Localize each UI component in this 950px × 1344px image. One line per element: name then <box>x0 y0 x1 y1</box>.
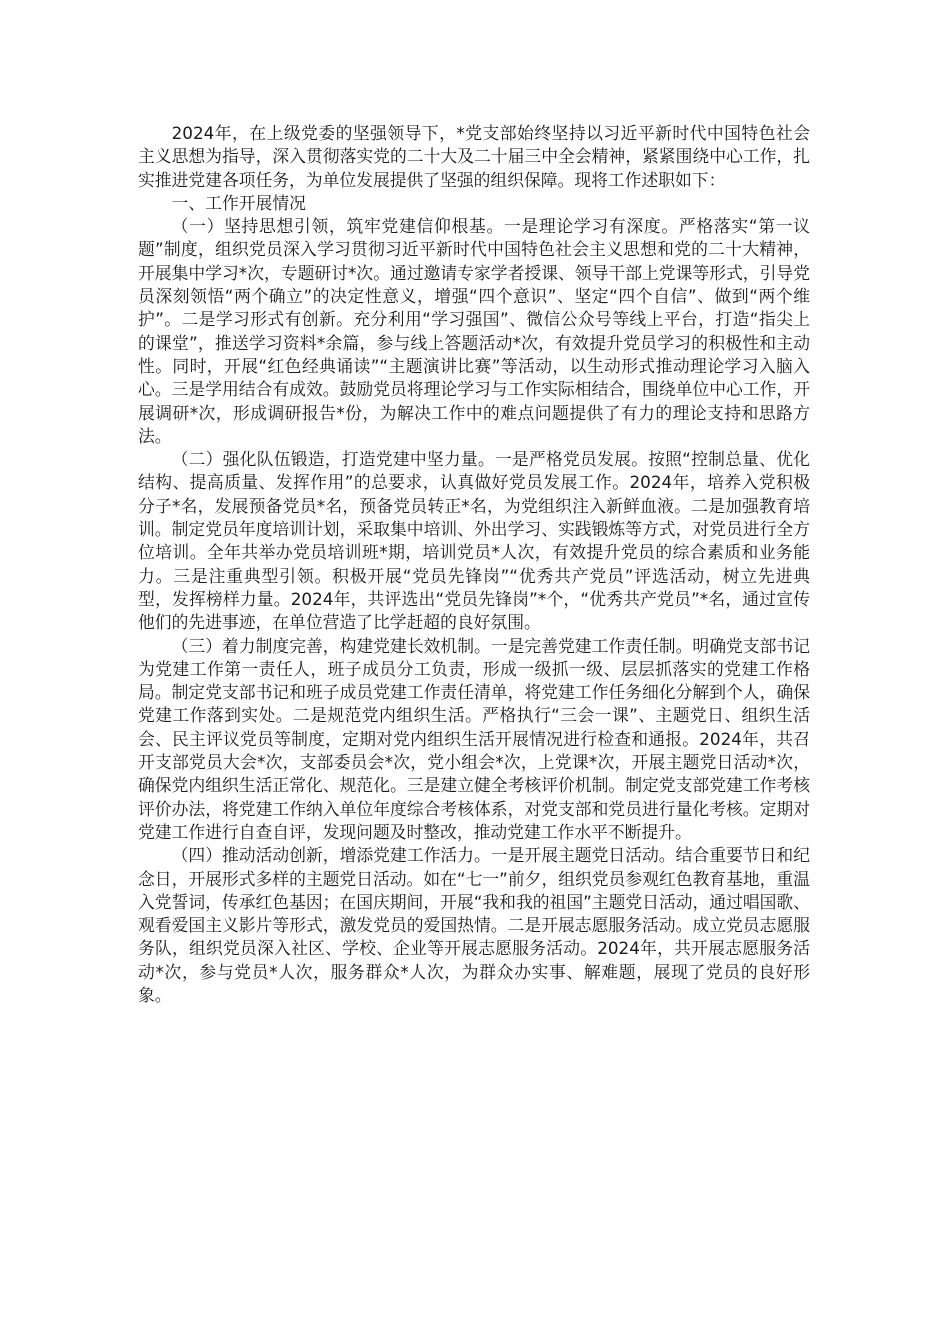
intro-paragraph: 2024年，在上级党委的坚强领导下，*党支部始终坚持以习近平新时代中国特色社会主义思想为指导，深入贯彻落实党的二十大及二十届三中全会精神，紧紧围绕中心工作，扎实推进党建各项任务，为单位发展提供了坚强的组织保障。现将工作述职如下： <box>138 123 810 190</box>
body-paragraph-2: （二）强化队伍锻造，打造党建中坚力量。一是严格党员发展。按照“控制总量、优化结构、提高质量、发挥作用”的总要求，认真做好党员发展工作。2024年，培养入党积极分子*名，发展预备党员*名，预备党员转正*名，为党组织注入新鲜血液。二是加强教育培训。制定党员年度培训计划，采取集中培训、外出学习、实践锻炼等方式，对党员进行全方位培训。全年共举办党员培训班*期，培训党员*人次，有效提升党员的综合素质和业务能力。三是注重典型引领。积极开展“党员先锋岗”“优秀共产党员”评选活动，树立先进典型，发挥榜样力量。2024年，共评选出“党员先锋岗”*个，“优秀共产党员”*名，通过宣传他们的先进事迹，在单位营造了比学赶超的良好氛围。 <box>138 449 810 633</box>
section-heading: 一、工作开展情况 <box>171 192 306 213</box>
body-paragraph-1: （一）坚持思想引领，筑牢党建信仰根基。一是理论学习有深度。严格落实“第一议题”制度，组织党员深入学习贯彻习近平新时代中国特色社会主义思想和党的二十大精神，开展集中学习*次，专题研讨*次。通过邀请专家学者授课、领导干部上党课等形式，引导党员深刻领悟“两个确立”的决定性意义，增强“四个意识”、坚定“四个自信”、做到“两个维护”。二是学习形式有创新。充分利用“学习强国”、微信公众号等线上平台，打造“指尖上的课堂”，推送学习资料*余篇，参与线上答题活动*次，有效提升党员学习的积极性和主动性。同时，开展“红色经典诵读”“主题演讲比赛”等活动，以生动形式推动理论学习入脑入心。三是学用结合有成效。鼓励党员将理论学习与工作实际相结合，围绕单位中心工作，开展调研*次，形成调研报告*份，为解决工作中的难点问题提供了有力的理论支持和思路方法。 <box>138 216 810 446</box>
body-paragraph-3: （三）着力制度完善，构建党建长效机制。一是完善党建工作责任制。明确党支部书记为党建工作第一责任人，班子成员分工负责，形成一级抓一级、层层抓落实的党建工作格局。制定党支部书记和班子成员党建工作责任清单，将党建工作任务细化分解到个人，确保党建工作落到实处。二是规范党内组织生活。严格执行“三会一课”、主题党日、组织生活会、民主评议党员等制度，定期对党内组织生活开展情况进行检查和通报。2024年，共召开支部党员大会*次，支部委员会*次，党小组会*次，上党课*次，开展主题党日活动*次，确保党内组织生活正常化、规范化。三是建立健全考核评价机制。制定党支部党建工作考核评价办法，将党建工作纳入单位年度综合考核体系，对党支部和党员进行量化考核。定期对党建工作进行自查自评，发现问题及时整改，推动党建工作水平不断提升。 <box>138 635 810 842</box>
document-page <box>138 122 810 1007</box>
body-paragraph-4: （四）推动活动创新，增添党建工作活力。一是开展主题党日活动。结合重要节日和纪念日，开展形式多样的主题党日活动。如在“七一”前夕，组织党员参观红色教育基地，重温入党誓词，传承红色基因；在国庆期间，开展“我和我的祖国”主题党日活动，通过唱国歌、观看爱国主义影片等形式，激发党员的爱国热情。二是开展志愿服务活动。成立党员志愿服务队，组织党员深入社区、学校、企业等开展志愿服务活动。2024年，共开展志愿服务活动*次，参与党员*人次，服务群众*人次，为群众办实事、解难题，展现了党员的良好形象。 <box>138 845 810 1005</box>
